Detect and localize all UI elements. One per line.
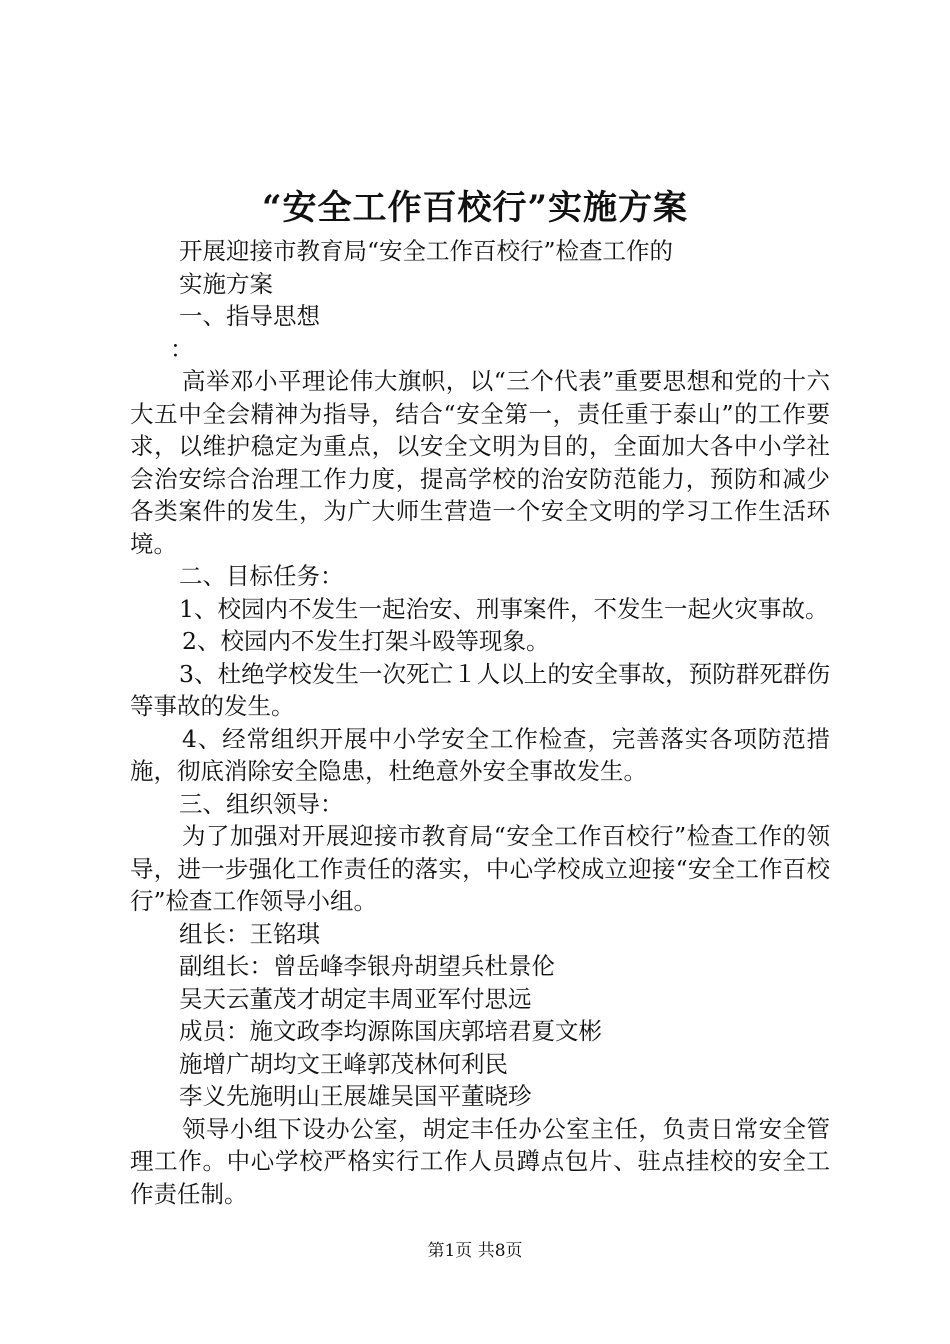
section-3-paragraph: 为了加强对开展迎接市教育局“安全工作百校行”检查工作的领导，进一步强化工作责任的落实，中心学校成立迎接“安全工作百校行”检查工作领导小组。: [130, 822, 830, 915]
goal-item-4: 4、经常组织开展中小学安全工作检查，完善落实各项防范措施，彻底消除安全隐患，杜绝意外安全事故发生。: [130, 724, 830, 785]
vice-leaders-line-2: 吴天云董茂才胡定丰周亚军付思远: [179, 984, 532, 1013]
members-line-3: 李义先施明山王展雄吴国平董晓珍: [179, 1082, 532, 1110]
document-body: [130, 235, 830, 1210]
members-line-2: 施增广胡均文王峰郭茂林何利民: [179, 1049, 508, 1078]
subtitle-line-2: 实施方案: [179, 269, 273, 298]
vice-leaders-line-1: 副组长：曾岳峰李银舟胡望兵杜景伦: [179, 952, 555, 980]
subtitle-line-1: 开展迎接市教育局“安全工作百校行”检查工作的: [179, 237, 674, 265]
section-1-heading: 一、指导思想: [179, 302, 320, 330]
section-3-heading: 三、组织领导：: [179, 789, 344, 818]
document-title: “安全工作百校行”实施方案: [261, 188, 689, 228]
page-footer: 第1页 共8页: [427, 1241, 523, 1261]
leader-line: 组长：王铭琪: [179, 919, 320, 948]
section-2-heading: 二、目标任务：: [179, 562, 344, 590]
office-paragraph: 领导小组下设办公室，胡定丰任办公室主任，负责日常安全管理工作。中心学校严格实行工作人员蹲点包片、驻点挂校的安全工作责任制。: [130, 1114, 830, 1208]
goal-item-2: 2、校园内不发生打架斗殴等现象。: [182, 627, 550, 655]
section-1-paragraph: 高举邓小平理论伟大旗帜，以“三个代表”重要思想和党的十六大五中全会精神为指导，结合“安全第一，责任重于泰山”的工作要求，以维护稳定为重点，以安全文明为目的，全面加大各中小学社会治安综合治理工作力度，提高学校的治安防范能力，预防和减少各类案件的发生，为广大师生营造一个安全文明的学习工作生活环境。: [130, 367, 830, 558]
goal-item-3: 3、杜绝学校发生一次死亡１人以上的安全事故，预防群死群伤等事故的发生。: [130, 659, 830, 720]
section-1-colon: ：: [170, 334, 194, 363]
members-line-1: 成员：施文政李均源陈国庆郭培君夏文彬: [179, 1017, 602, 1045]
goal-item-1: 1、校园内不发生一起治安、刑事案件，不发生一起火灾事故。: [179, 594, 829, 623]
